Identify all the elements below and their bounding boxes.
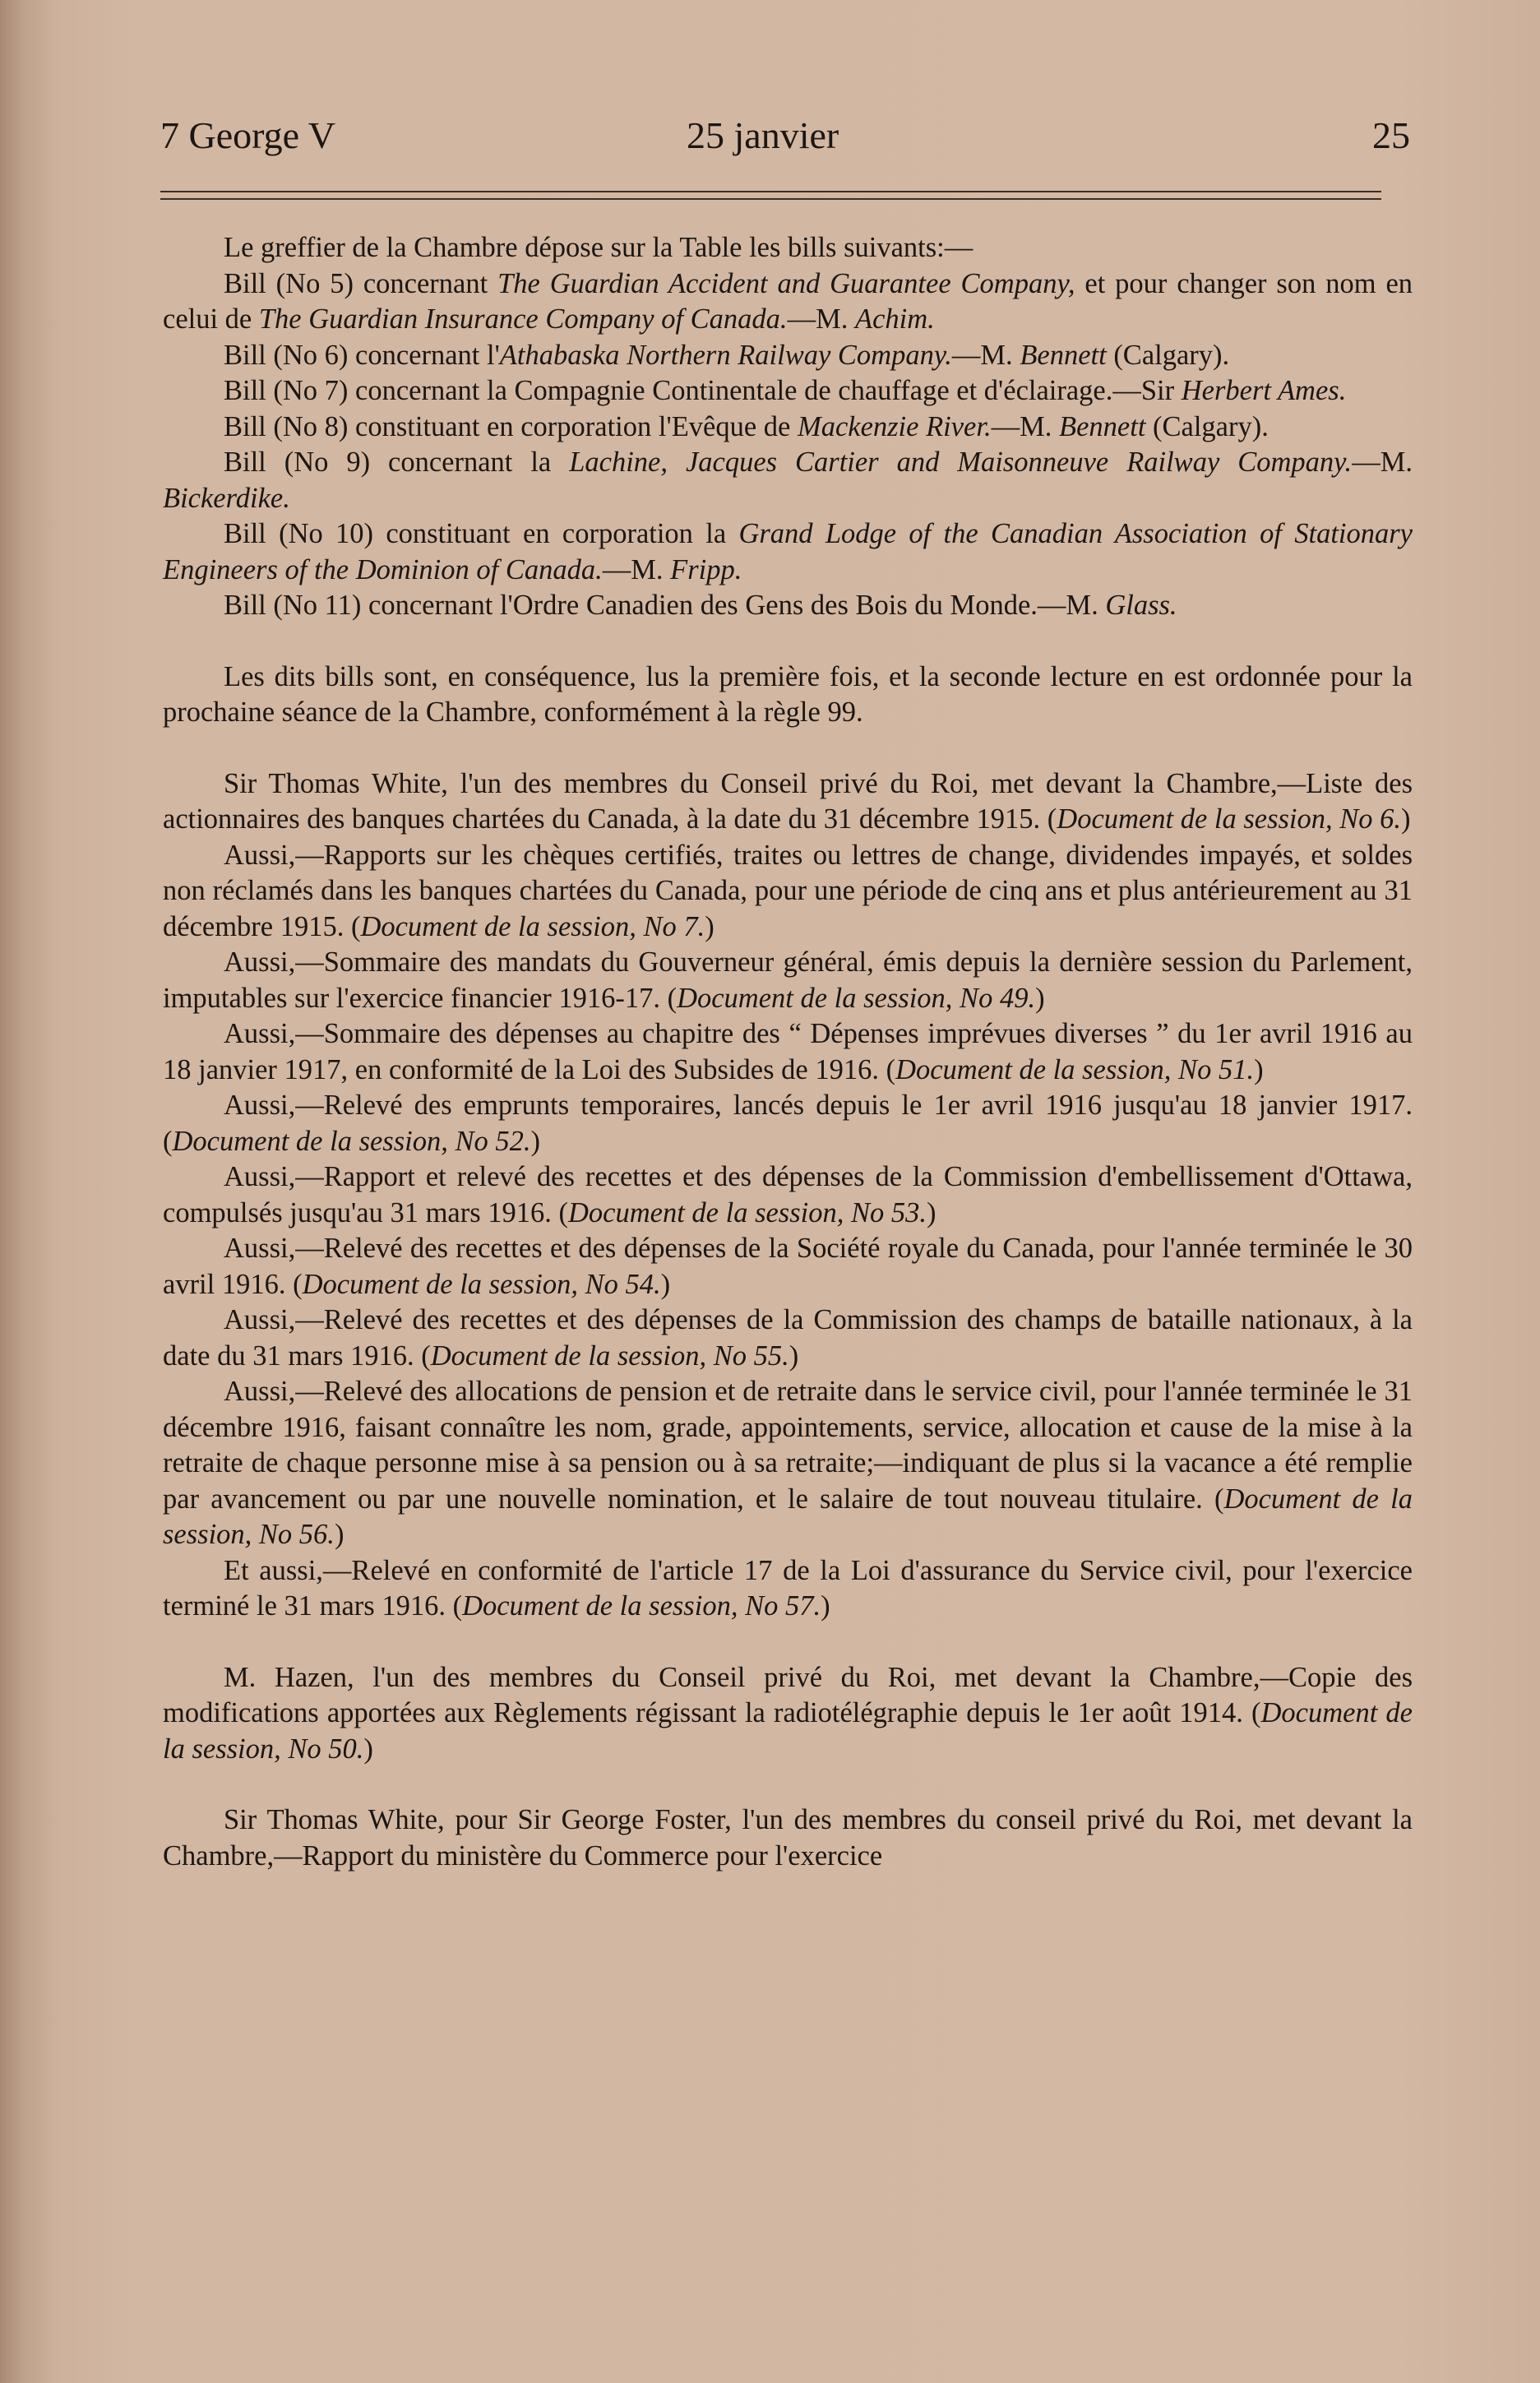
paragraph: Aussi,—Relevé des recettes et des dépenses de la Commission des champs de bataille nationaux, à la date du 31 mars 1916. (Document de la session, No 55.) [163, 1304, 1413, 1372]
paragraph: Aussi,—Relevé des recettes et des dépenses de la Société royale du Canada, pour l'année terminée le 30 avril 1916. (Document de la session, No 54.) [163, 1233, 1413, 1300]
paragraph: M. Hazen, l'un des membres du Conseil privé du Roi, met devant la Chambre,—Copie des modifications apportées aux Règlements régissant la radiotélégraphie depuis le 1er août 1914. (Document de la session, No 50.) [163, 1661, 1413, 1765]
header-rule-top [160, 191, 1381, 192]
paragraph: Bill (No 6) concernant l'Athabaska Northern Railway Company.—M. Bennett (Calgary). [224, 339, 1230, 371]
paragraph: Sir Thomas White, l'un des membres du Conseil privé du Roi, met devant la Chambre,—Liste des actionnaires des banques chartées du Canada, à la date du 31 décembre 1915. (Document de la session, No 6.) [163, 767, 1413, 835]
paragraph: Bill (No 10) constituant en corporation la Grand Lodge of the Canadian Association of Stationary Engineers of the Dominion of Canada.—M. Fripp. [163, 518, 1413, 585]
paragraph: Aussi,—Sommaire des mandats du Gouverneur général, émis depuis la dernière session du Parlement, imputables sur l'exercice financier 1916-17. (Document de la session, No 49.) [163, 946, 1413, 1014]
header-rule-bottom [160, 198, 1381, 200]
page-header [160, 107, 1410, 164]
header-date: 25 janvier [687, 114, 839, 156]
paragraph: Bill (No 9) concernant la Lachine, Jacques Cartier and Maisonneuve Railway Company.—M. Bickerdike. [163, 447, 1413, 514]
paragraph: Bill (No 8) constituant en corporation l'Evêque de Mackenzie River.—M. Bennett (Calgary). [224, 410, 1269, 442]
document-body [163, 230, 1413, 1874]
paragraph: Bill (No 5) concernant The Guardian Accident and Guarantee Company, et pour changer son nom en celui de The Guardian Insurance Company of Canada.—M. Achim. [163, 267, 1413, 335]
paragraph: Aussi,—Relevé des emprunts temporaires, lancés depuis le 1er avril 1916 jusqu'au 18 janvier 1917. (Document de la session, No 52.) [163, 1090, 1413, 1157]
paragraph: Les dits bills sont, en conséquence, lus la première fois, et la seconde lecture en est ordonnée pour la prochaine séance de la Chambre, conformément à la règle 99. [163, 660, 1413, 728]
paragraph: Bill (No 11) concernant l'Ordre Canadien des Gens des Bois du Monde.—M. Glass. [224, 590, 1177, 621]
paragraph: Aussi,—Sommaire des dépenses au chapitre des “ Dépenses imprévues diverses ” du 1er avril 1916 au 18 janvier 1917, en conformité de la Loi des Subsides de 1916. (Document de la session, No 51.) [163, 1018, 1413, 1085]
paragraph: Bill (No 7) concernant la Compagnie Continentale de chauffage et d'éclairage.—Sir Herbert Ames. [224, 375, 1347, 406]
paragraph: Aussi,—Rapport et relevé des recettes et des dépenses de la Commission d'embellissement d'Ottawa, compulsés jusqu'au 31 mars 1916. (Document de la session, No 53.) [163, 1161, 1413, 1229]
paragraph: Et aussi,—Relevé en conformité de l'article 17 de la Loi d'assurance du Service civil, pour l'exercice terminé le 31 mars 1916. (Document de la session, No 57.) [163, 1554, 1413, 1622]
paragraph: Le greffier de la Chambre dépose sur la Table les bills suivants:— [224, 232, 973, 263]
header-regnal-year: 7 George V [160, 114, 335, 156]
paragraph: Sir Thomas White, pour Sir George Foster, l'un des membres du conseil privé du Roi, met devant la Chambre,—Rapport du ministère du Commerce pour l'exercice [163, 1804, 1413, 1872]
paragraph: Aussi,—Rapports sur les chèques certifiés, traites ou lettres de change, dividendes impayés, et soldes non réclamés dans les banques chartées du Canada, pour une période de cinq ans et plus antérieurement au 31 décembre 1915. (Document de la session, No 7.) [163, 839, 1413, 942]
page-number: 25 [1372, 114, 1410, 156]
paragraph: Aussi,—Relevé des allocations de pension et de retraite dans le service civil, pour l'année terminée le 31 décembre 1916, faisant connaître les nom, grade, appointements, service, allocation et cause de la mise à la retraite de chaque personne mise à sa pension ou à sa retraite;—indiquant de plus si la vacance a été remplie par avancement ou par une nouvelle nomination, et le salaire de tout nouveau titulaire. (Document de la session, No 56.) [163, 1376, 1413, 1550]
